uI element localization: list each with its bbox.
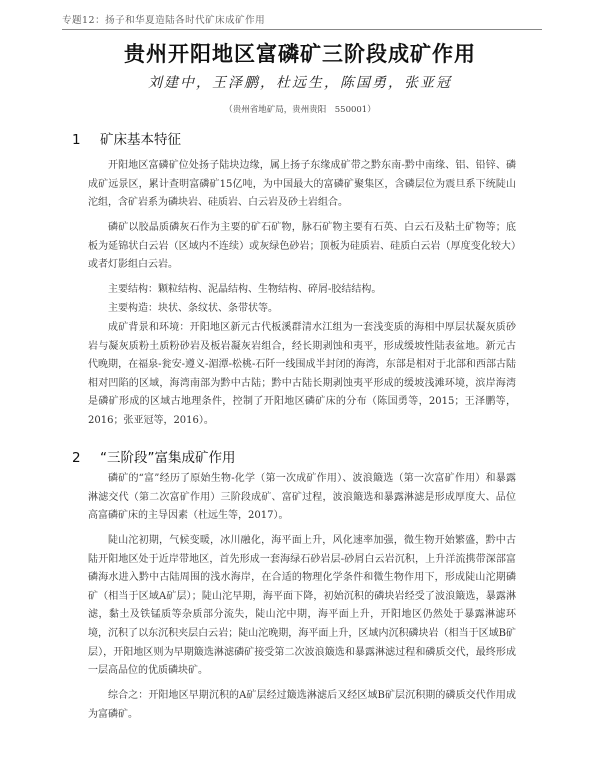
paper-authors: 刘建中，王泽鹏，杜远生，陈国勇，张亚冠: [148, 75, 452, 91]
section-number: 1: [72, 132, 81, 148]
section-number: 2: [72, 450, 81, 466]
paper-title: 贵州开阳地区富磷矿三阶段成矿作用: [124, 42, 476, 66]
paragraph: 磷矿以胶晶质磷灰石作为主要的矿石矿物，脉石矿物主要有石英、白云石及粘土矿物等；底板为延锦状白云岩（区域内不连续）或灰绿色砂岩；顶板为硅质岩、硅质白云岩（厚度变化较大）或者灯影组白云岩。: [88, 222, 516, 271]
paper-affiliation: （贵州省地矿局，贵州贵阳 550001）: [224, 105, 376, 115]
paragraph: 综合之：开阳地区早期沉积的A矿层经过簸选淋滤后又经区域B矿层沉积期的磷质交代作用成为富磷矿。: [88, 690, 516, 720]
section-title: “三阶段”富集成矿作用: [100, 450, 236, 466]
paragraph: 主要结构：颗粒结构、泥晶结构、生物结构、碎屑-胶结结构。: [108, 284, 382, 295]
section-heading-1: [72, 128, 181, 148]
paragraph: 成矿背景和环境：开阳地区新元古代板溪群清水江组为一套浅变质的海相中厚层状凝灰质砂岩与凝灰质粉土质粉砂岩及板岩凝灰岩组合，经长期剥蚀和夷平，形成缓坡性陆表盆地。新元古代晚期，在福泉-瓮安-遵义-湄潭-松桃-石阡一线围成半封闭的海湾，东部是相对于北部和西部古陆相对凹陷的区域，海湾南部为黔中古陆；黔中古陆长期剥蚀夷平形成的缓坡浅滩环境，滨岸海湾是磷矿形成的区域古地理条件，控制了开阳地区磷矿床的分布（陈国勇等，2015；王泽鹏等，2016；张亚冠等，2016）。: [88, 322, 516, 426]
running-header: 专题12：扬子和华夏造陆各时代矿床成矿作用: [62, 12, 542, 30]
paragraph: 主要构造：块状、条纹状、条带状等。: [108, 303, 278, 314]
section-heading-2: [72, 446, 236, 466]
paragraph: 陡山沱初期，气候变暖，冰川融化，海平面上升，风化速率加强，微生物开始繁盛，黔中古陆开阳地区处于近岸带地区，首先形成一套海绿石砂岩层-砂屑白云岩沉积，上升洋流携带深部富磷海水进入黔中古陆周围的浅水海岸，在合适的物理化学条件和微生物作用下，形成陡山沱期磷矿（相当于区域A矿层）；陡山沱早期，海平面下降，初始沉积的磷块岩经受了波浪簸选，暴露淋滤，黏土及铁锰质等杂质部分流失，陡山沱中期，海平面上升，开阳地区仍然处于暴露淋滤环境，沉积了以东沉积夹层白云岩；陡山沱晚期，海平面上升，区域内沉积磷块岩（相当于区域B矿层），开阳地区则为早期簸选淋滤磷矿接受第二次波浪簸选和暴露淋滤过程和磷质交代，最终形成一层高品位的优质磷块矿。: [88, 535, 516, 677]
section-title: 矿床基本特征: [100, 132, 181, 148]
paragraph: 开阳地区富磷矿位处扬子陆块边缘，属上扬子东缘成矿带之黔东南-黔中南缘、铝、铅锌、磷成矿远景区，累计查明富磷矿15亿吨，为中国最大的富磷矿聚集区，含磷层位为震旦系下统陡山沱组，含矿岩系为磷块岩、硅质岩、白云岩及砂土岩组合。: [88, 160, 516, 209]
paragraph: 磷矿的“富”经历了原始生物-化学（第一次成矿作用）、波浪簸选（第一次富矿作用）和暴露淋滤交代（第二次富矿作用）三阶段成矿、富矿过程，波浪簸选和暴露淋滤是形成厚度大、品位高富磷矿床的主导因素（杜远生等，2017）。: [88, 473, 516, 522]
